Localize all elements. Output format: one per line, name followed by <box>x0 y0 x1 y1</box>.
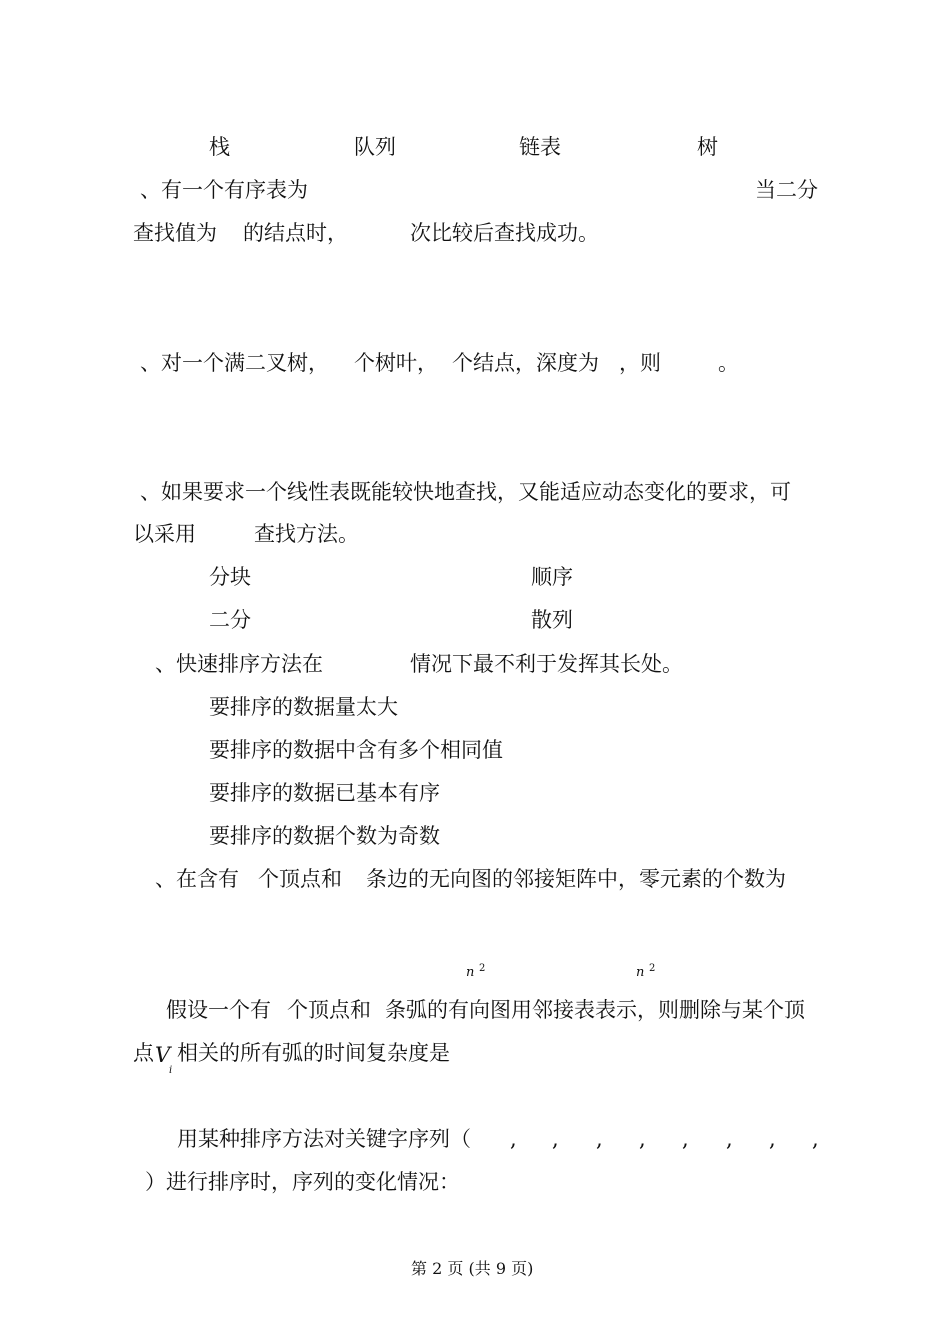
question-search-line1: 、如果要求一个线性表既能较快地查找，又能适应动态变化的要求，可 <box>140 480 791 504</box>
option-a: 栈 <box>209 135 230 159</box>
question-adjlist-line2a: 点 <box>133 1041 154 1065</box>
formula-n-1: n <box>466 965 475 980</box>
search-option-c: 二分 <box>209 608 251 632</box>
option-d: 树 <box>697 135 718 159</box>
sortseq-comma: , <box>552 1127 559 1151</box>
sortseq-comma: , <box>682 1127 689 1151</box>
question-sortseq-line2: ）进行排序时，序列的变化情况： <box>145 1170 460 1194</box>
quicksort-option-b: 要排序的数据中含有多个相同值 <box>209 738 503 762</box>
question-binary-line1: 、有一个有序表为 <box>140 178 308 202</box>
question-adjmatrix-a: 、在含有 <box>155 867 239 891</box>
option-b: 队列 <box>354 135 396 159</box>
question-adjlist-line2b: 相关的所有弧的时间复杂度是 <box>177 1041 450 1065</box>
formula-exp-2: 2 <box>649 963 656 974</box>
question-sortseq-line1: 用某种排序方法对关键字序列（ <box>177 1127 471 1151</box>
vertex-subscript: i <box>169 1065 173 1076</box>
sortseq-comma: , <box>726 1127 733 1151</box>
search-option-d: 散列 <box>531 608 573 632</box>
question-binary-line2c: 次比较后查找成功。 <box>410 221 599 245</box>
question-adjlist-b: 个顶点和 <box>287 998 371 1022</box>
formula-n-2: n <box>636 965 645 980</box>
question-adjmatrix-c: 条边的无向图的邻接矩阵中，零元素的个数为 <box>366 867 786 891</box>
footer-di: 第 <box>411 1259 428 1278</box>
search-option-b: 顺序 <box>531 565 573 589</box>
question-fulltree-b: 个树叶， <box>354 351 438 375</box>
sortseq-comma: , <box>596 1127 603 1151</box>
question-fulltree-c: 个结点，深度为 <box>452 351 599 375</box>
question-search-line2a: 以采用 <box>133 522 196 546</box>
question-search-line2b: 查找方法。 <box>254 522 359 546</box>
quicksort-option-d: 要排序的数据个数为奇数 <box>209 824 440 848</box>
question-quicksort-b: 情况下最不利于发挥其长处。 <box>410 652 683 676</box>
option-c: 链表 <box>519 135 561 159</box>
question-binary-line1-right: 当二分 <box>755 178 818 202</box>
question-fulltree-a: 、对一个满二叉树， <box>140 351 329 375</box>
page-footer <box>411 1256 533 1279</box>
question-fulltree-d: ，则 <box>619 351 661 375</box>
sortseq-comma: , <box>510 1127 517 1151</box>
footer-total: (共 9 页) <box>468 1259 534 1278</box>
question-fulltree-e: 。 <box>718 351 739 375</box>
quicksort-option-a: 要排序的数据量太大 <box>209 695 398 719</box>
question-quicksort-a: 、快速排序方法在 <box>155 652 323 676</box>
quicksort-option-c: 要排序的数据已基本有序 <box>209 781 440 805</box>
sortseq-comma: , <box>769 1127 776 1151</box>
question-adjmatrix-b: 个顶点和 <box>258 867 342 891</box>
footer-page-number: 2 <box>432 1259 443 1278</box>
sortseq-comma: , <box>812 1127 819 1151</box>
question-binary-line2b: 的结点时， <box>243 221 348 245</box>
vertex-v-symbol: V <box>155 1043 171 1067</box>
question-binary-line2a: 查找值为 <box>133 221 217 245</box>
search-option-a: 分块 <box>209 565 251 589</box>
formula-exp-1: 2 <box>479 963 486 974</box>
question-adjlist-a: 假设一个有 <box>166 998 271 1022</box>
question-adjlist-c: 条弧的有向图用邻接表表示，则删除与某个顶 <box>385 998 805 1022</box>
footer-ye: 页 <box>447 1259 464 1278</box>
sortseq-comma: , <box>639 1127 646 1151</box>
